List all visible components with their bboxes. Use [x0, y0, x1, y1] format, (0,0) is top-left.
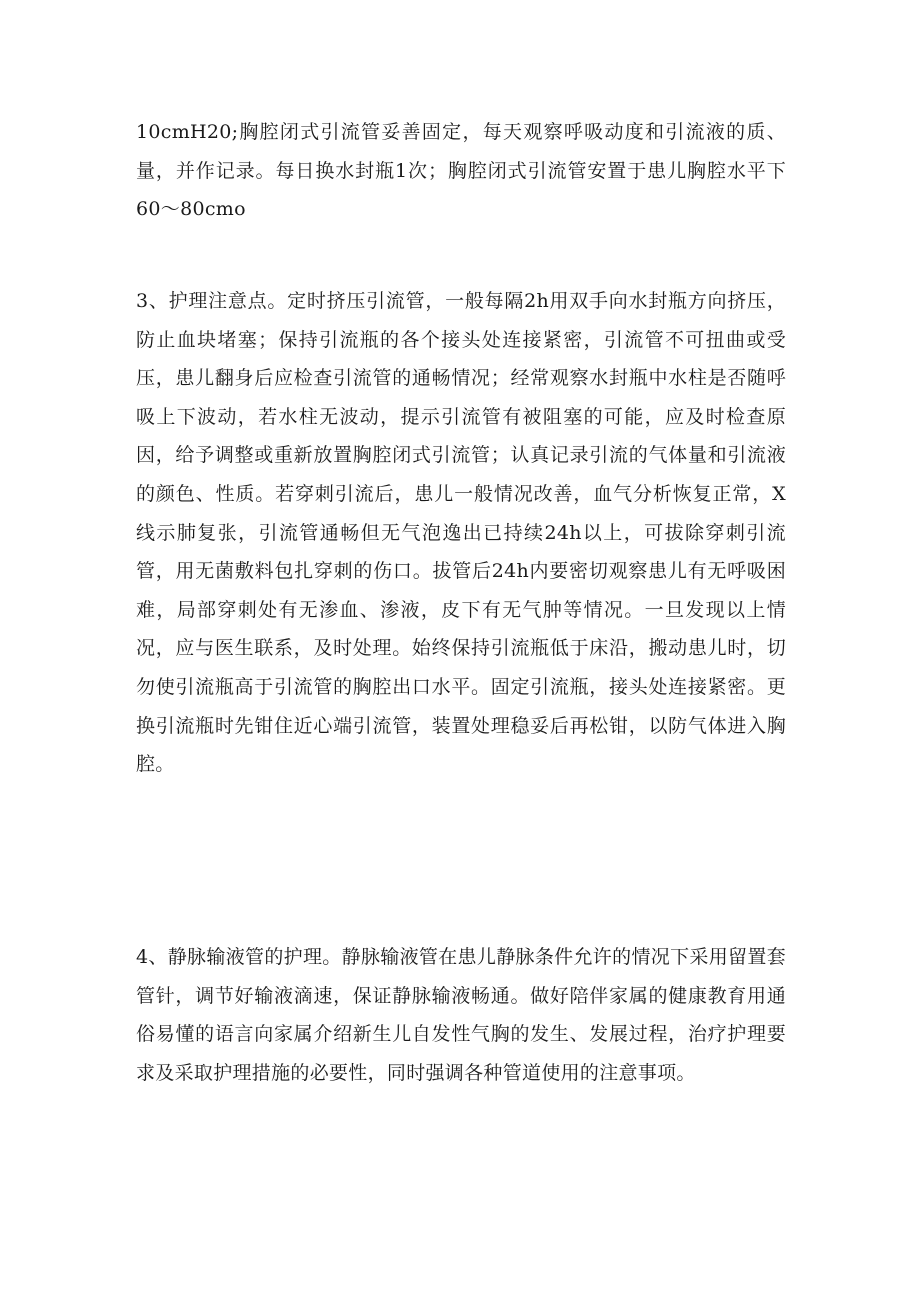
paragraph-iv-care: 4、静脉输液管的护理。静脉输液管在患儿静脉条件允许的情况下采用留置套管针，调节好输液滴速，保证静脉输液畅通。做好陪伴家属的健康教育用通俗易懂的语言向家属介绍新生儿自发性气胸的发生、发展过程，治疗护理要求及采取护理措施的必要性，同时强调各种管道使用的注意事项。: [136, 946, 786, 1084]
paragraph-nursing-points: 3、护理注意点。定时挤压引流管，一般每隔2h用双手向水封瓶方向挤压，防止血块堵塞；保持引流瓶的各个接头处连接紧密，引流管不可扭曲或受压，患儿翻身后应检查引流管的通畅情况；经常观察水封瓶中水柱是否随呼吸上下波动，若水柱无波动，提示引流管有被阻塞的可能，应及时检查原因，给予调整或重新放置胸腔闭式引流管；认真记录引流的气体量和引流液的颜色、性质。若穿刺引流后，患儿一般情况改善，血气分析恢复正常，X线示肺复张，引流管通畅但无气泡逸出已持续24h以上，可拔除穿刺引流管，用无菌敷料包扎穿刺的伤口。拔管后24h内要密切观察患儿有无呼吸困难，局部穿刺处有无渗血、渗液，皮下有无气肿等情况。一旦发现以上情况，应与医生联系，及时处理。始终保持引流瓶低于床沿，搬动患儿时，切勿使引流瓶高于引流管的胸腔出口水平。固定引流瓶，接头处连接紧密。更换引流瓶时先钳住近心端引流管，装置处理稳妥后再松钳，以防气体进入胸腔。: [136, 290, 786, 776]
paragraph-drainage-fixation: 10cmH20;胸腔闭式引流管妥善固定，每天观察呼吸动度和引流液的质、量，并作记录。每日换水封瓶1次；胸腔闭式引流管安置于患儿胸腔水平下60～80cmo: [136, 121, 786, 221]
